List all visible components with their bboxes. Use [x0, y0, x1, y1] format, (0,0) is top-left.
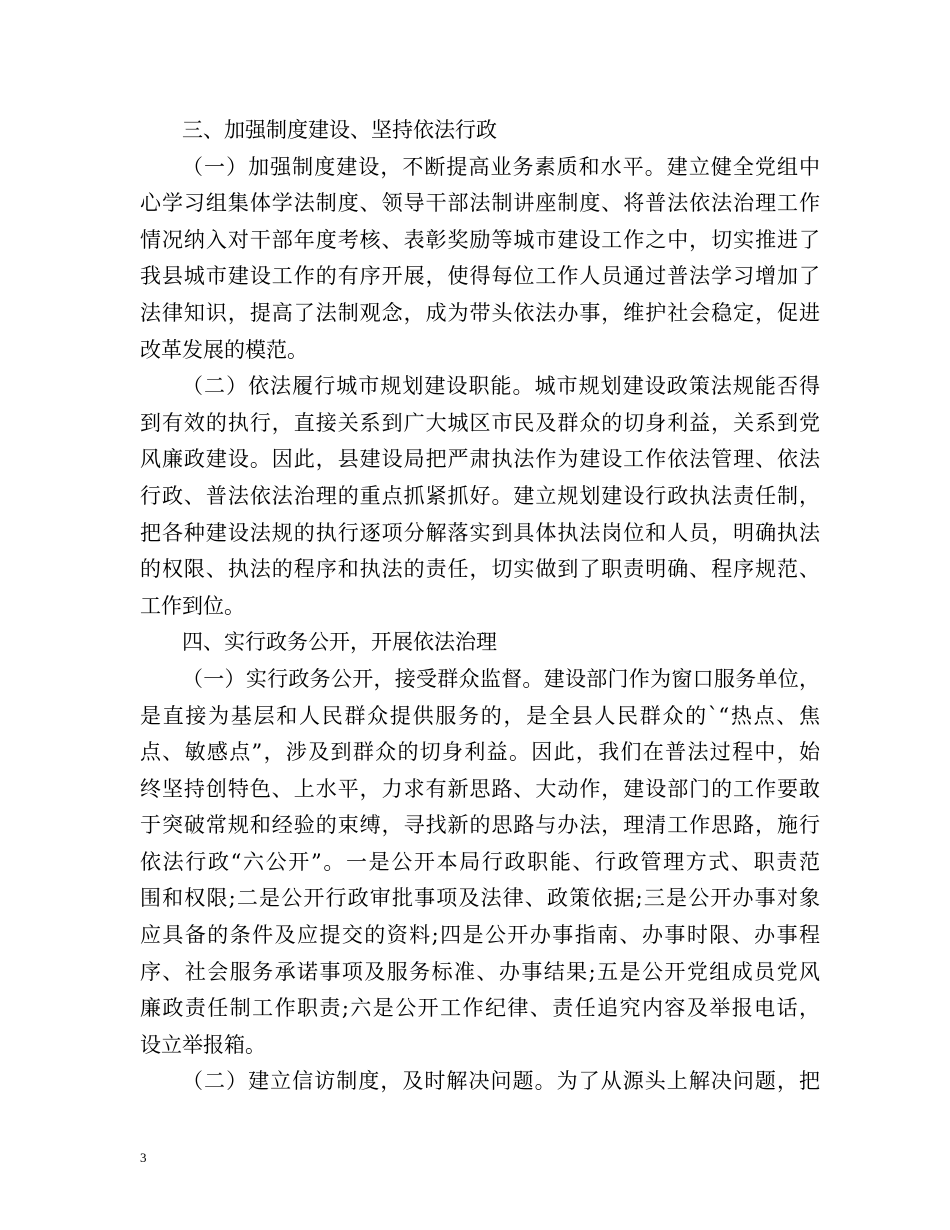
- paragraph-line: 到有效的执行，直接关系到广大城区市民及群众的切身利益，关系到党: [140, 410, 820, 435]
- document-body: [140, 112, 820, 1100]
- paragraph-line: 围和权限;二是公开行政审批事项及法律、政策依据;三是公开办事对象: [140, 886, 820, 911]
- paragraph-line: 心学习组集体学法制度、领导干部法制讲座制度、将普法依法治理工作: [140, 191, 820, 216]
- paragraph-line: 情况纳入对干部年度考核、表彰奖励等城市建设工作之中，切实推进了: [140, 227, 820, 252]
- paragraph-line: 终坚持创特色、上水平，力求有新思路、大动作，建设部门的工作要敢: [140, 776, 820, 801]
- paragraph-line: 法律知识，提高了法制观念，成为带头依法办事，维护社会稳定，促进: [140, 300, 820, 325]
- paragraph-line: 行政、普法依法治理的重点抓紧抓好。建立规划建设行政执法责任制，: [140, 483, 820, 508]
- paragraph-first-line: 三、加强制度建设、坚持依法行政: [182, 118, 497, 142]
- paragraph-line: 工作到位。: [140, 593, 245, 618]
- paragraph-line: 于突破常规和经验的束缚，寻找新的思路与办法，理清工作思路，施行: [140, 813, 820, 838]
- paragraph-first-line: （一）加强制度建设，不断提高业务素质和水平。建立健全党组中: [182, 154, 820, 179]
- paragraph-line: 把各种建设法规的执行逐项分解落实到具体执法岗位和人员，明确执法: [140, 520, 820, 545]
- paragraph-line: 改革发展的模范。: [140, 337, 308, 362]
- paragraph-line: 依法行政“六公开”。一是公开本局行政职能、行政管理方式、职责范: [140, 849, 820, 874]
- paragraph-line: 我县城市建设工作的有序开展，使得每位工作人员通过普法学习增加了: [140, 264, 820, 289]
- paragraph-line: 的权限、执法的程序和执法的责任，切实做到了职责明确、程序规范、: [140, 557, 820, 582]
- paragraph-first-line: （二）建立信访制度，及时解决问题。为了从源头上解决问题，把: [182, 1069, 820, 1094]
- paragraph-first-line: （二）依法履行城市规划建设职能。城市规划建设政策法规能否得: [182, 374, 820, 399]
- page-number: 3: [140, 1150, 147, 1165]
- paragraph-line: 廉政责任制工作职责;六是公开工作纪律、责任追究内容及举报电话，: [140, 996, 820, 1021]
- paragraph-line: 应具备的条件及应提交的资料;四是公开办事指南、办事时限、办事程: [140, 923, 820, 948]
- paragraph-line: 序、社会服务承诺事项及服务标准、办事结果;五是公开党组成员党风: [140, 959, 820, 984]
- paragraph-line: 点、敏感点”，涉及到群众的切身利益。因此，我们在普法过程中，始: [140, 740, 820, 765]
- paragraph-line: 是直接为基层和人民群众提供服务的，是全县人民群众的`“热点、焦: [140, 703, 820, 728]
- paragraph-first-line: 四、实行政务公开，开展依法治理: [182, 630, 497, 655]
- paragraph-first-line: （一）实行政务公开，接受群众监督。建设部门作为窗口服务单位，: [182, 666, 820, 691]
- paragraph-line: 风廉政建设。因此，县建设局把严肃执法作为建设工作依法管理、依法: [140, 447, 820, 472]
- paragraph-line: 设立举报箱。: [140, 1032, 266, 1057]
